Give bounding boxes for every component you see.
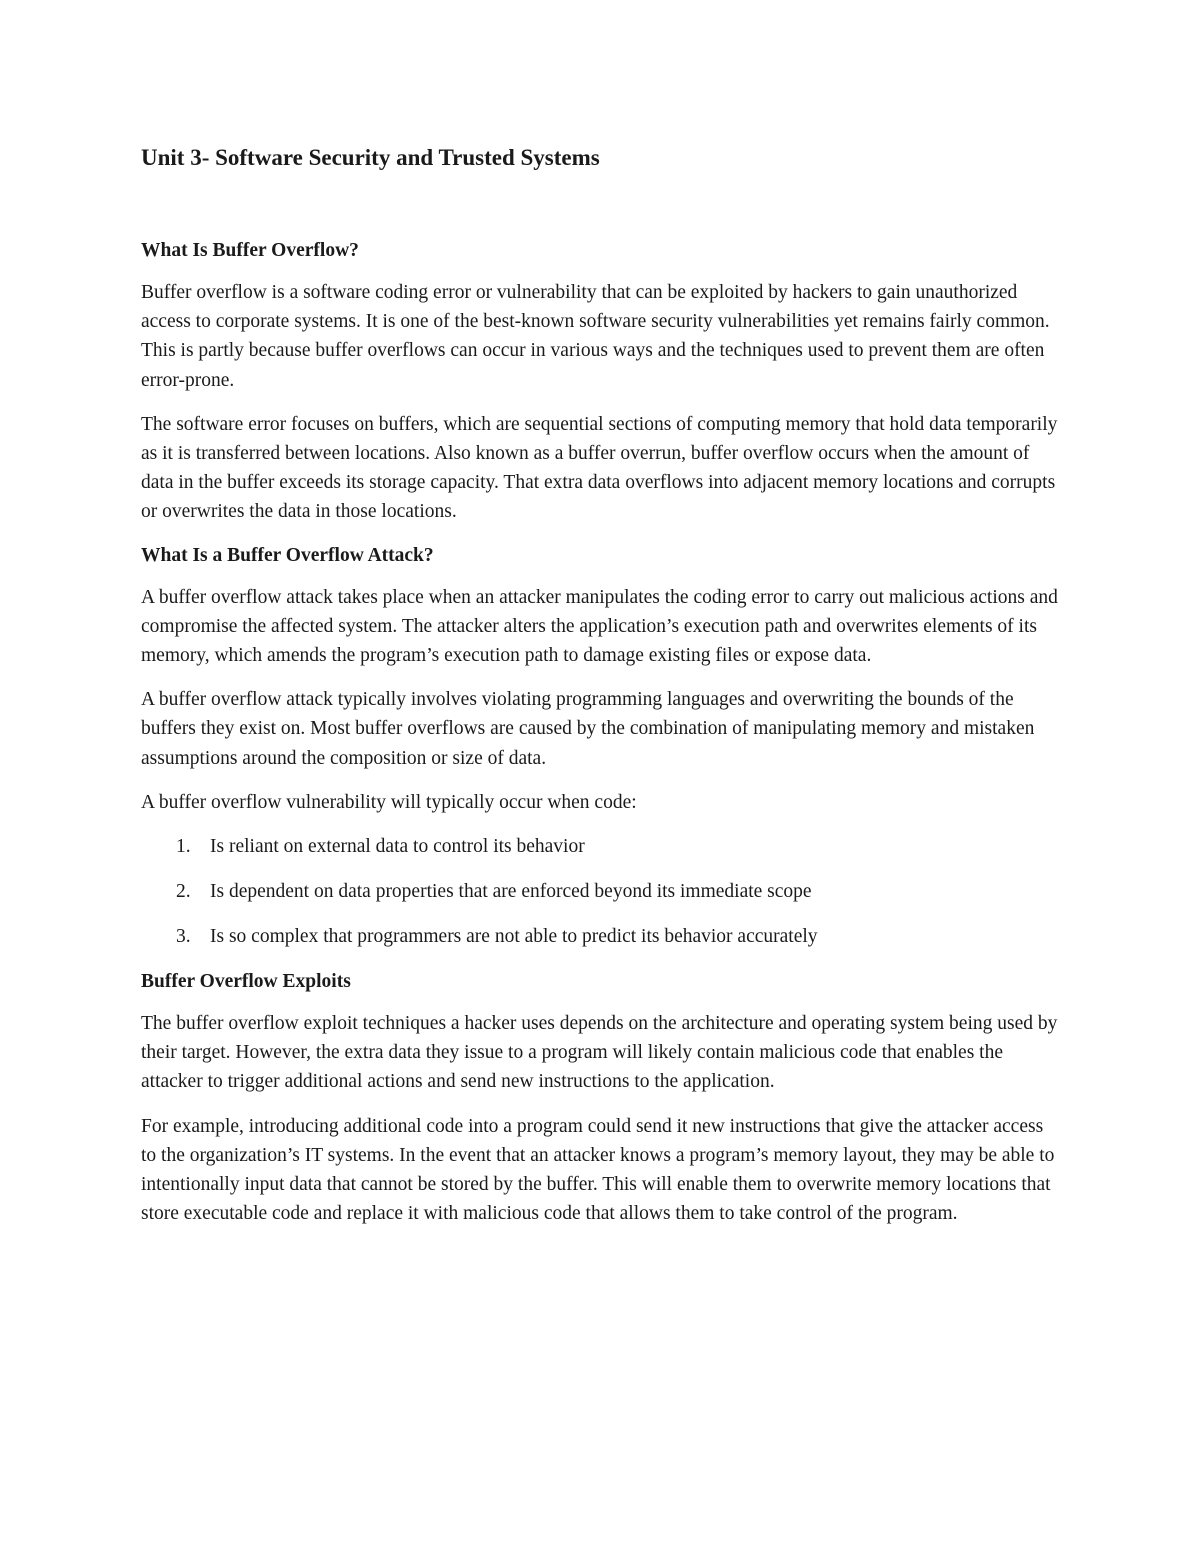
paragraph: A buffer overflow attack takes place when an attacker manipulates the coding error to carry out malicious actions and compromise the affected system. The attacker alters the application’s execution path and overwrites elements of its memory, which amends the program’s execution path to damage existing files or expose data. <box>141 586 1058 667</box>
document-title: Unit 3- Software Security and Trusted Systems <box>141 145 600 170</box>
spacer <box>141 178 1061 236</box>
paragraph: The buffer overflow exploit techniques a hacker uses depends on the architecture and operating system being used by their target. However, the extra data they issue to a program will likely contain malicious code that enables the attacker to trigger additional actions and send new instructions to the application. <box>141 1013 1058 1093</box>
list-item-text: Is so complex that programmers are not able to predict its behavior accurately <box>210 926 818 948</box>
section-heading-buffer-overflow-exploits: Buffer Overflow Exploits <box>141 971 351 993</box>
list-item-number: 2. <box>176 881 191 903</box>
list-item-text: Is reliant on external data to control its behavior <box>210 836 585 858</box>
list-item-number: 3. <box>176 926 191 948</box>
list-item-text: Is dependent on data properties that are enforced beyond its immediate scope <box>210 881 812 903</box>
list-item <box>141 832 1061 861</box>
list-item-number: 1. <box>176 836 191 858</box>
document-page <box>141 138 1061 1228</box>
section-heading-buffer-overflow: What Is Buffer Overflow? <box>141 240 359 261</box>
paragraph: Buffer overflow is a software coding error or vulnerability that can be exploited by hackers to gain unauthorized access to corporate systems. It is one of the best-known software security vulnerabilities yet remains fairly common. This is partly because buffer overflows can occur in various ways and the techniques used to prevent them are often error-prone. <box>141 282 1050 391</box>
paragraph: A buffer overflow vulnerability will typically occur when code: <box>141 791 637 813</box>
paragraph: The software error focuses on buffers, which are sequential sections of computing memory that hold data temporarily as it is transferred between locations. Also known as a buffer overrun, buffer overflow occurs when the amount of data in the buffer exceeds its storage capacity. That extra data overflows into adjacent memory locations and corrupts or overwrites the data in those locations. <box>141 413 1058 523</box>
section-heading-buffer-overflow-attack: What Is a Buffer Overflow Attack? <box>141 544 434 566</box>
list-item <box>141 877 1061 906</box>
vulnerability-conditions-list <box>141 832 1061 951</box>
paragraph: A buffer overflow attack typically involves violating programming languages and overwriting the bounds of the buffers they exist on. Most buffer overflows are caused by the combination of manipulating memory and mistaken assumptions around the composition or size of data. <box>141 689 1035 769</box>
paragraph: For example, introducing additional code into a program could send it new instructions that give the attacker access to the organization’s IT systems. In the event that an attacker knows a program’s memory layout, they may be able to intentionally input data that cannot be stored by the buffer. This will enable them to overwrite memory locations that store executable code and replace it with malicious code that allows them to take control of the program. <box>141 1115 1055 1225</box>
list-item <box>141 922 1061 951</box>
